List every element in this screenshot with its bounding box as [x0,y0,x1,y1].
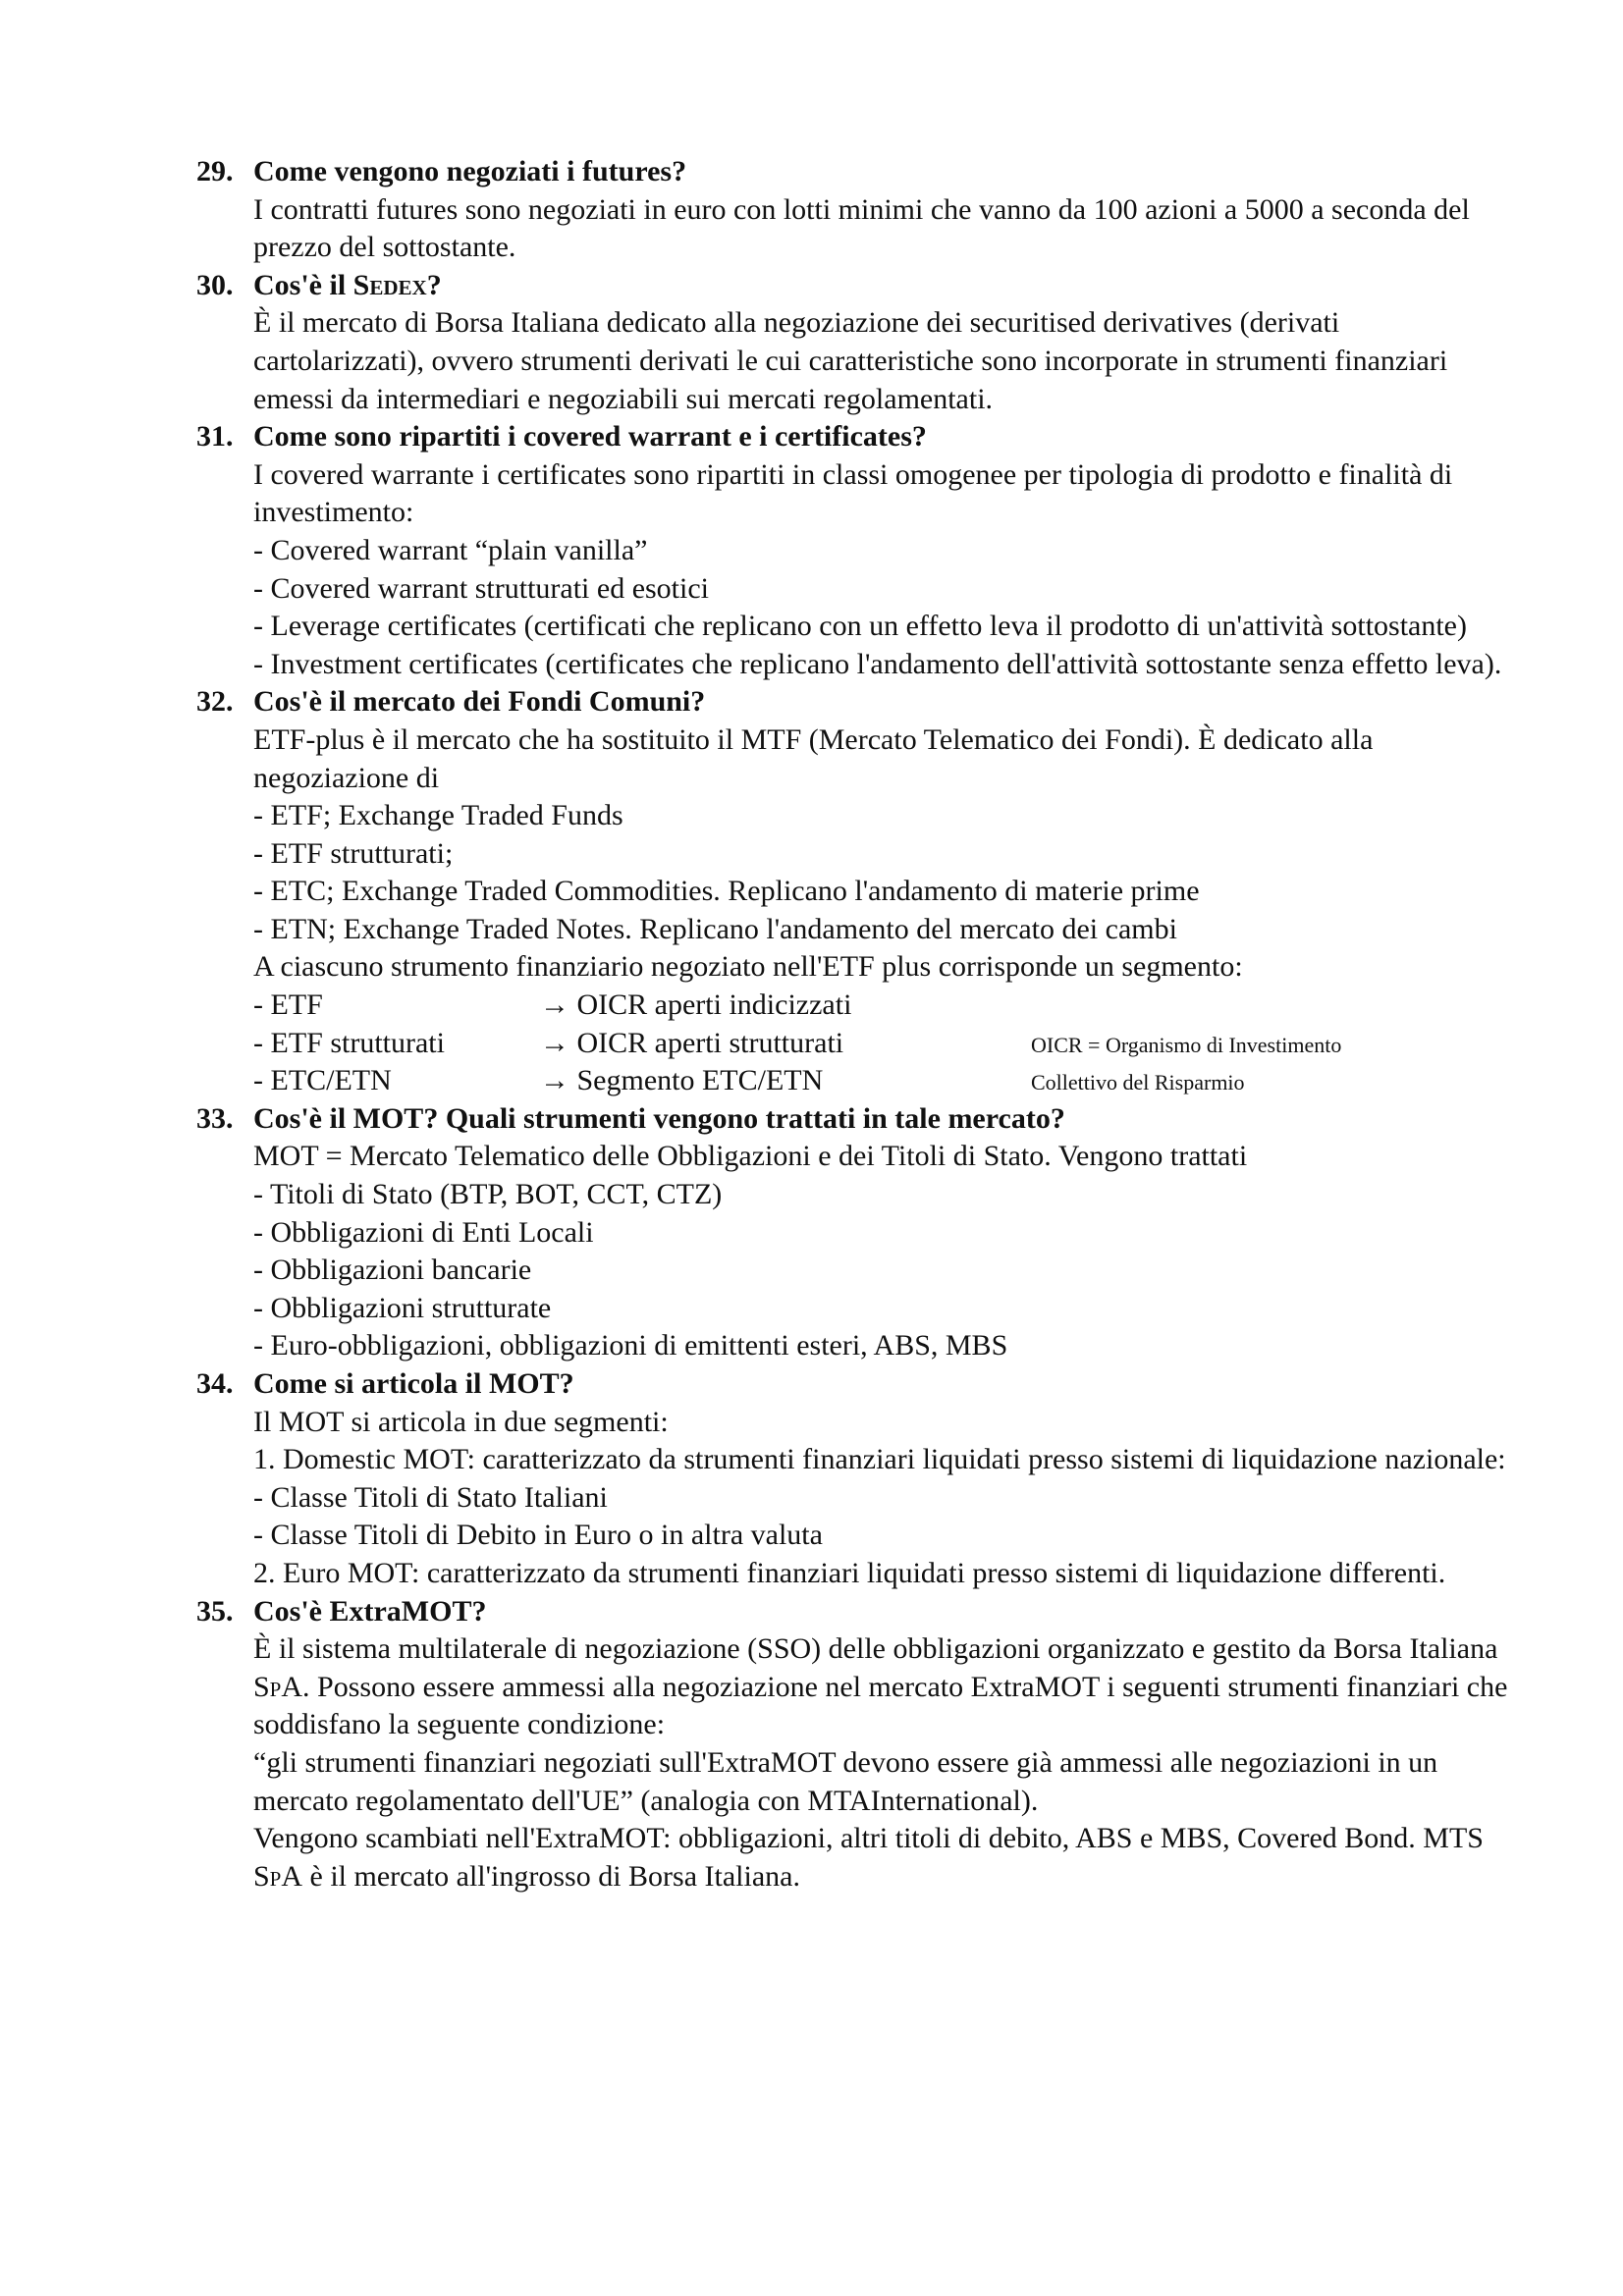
question-number: 29. [196,155,234,187]
document-content [196,153,1512,1896]
answer-paragraph: ETF-plus è il mercato che ha sostituito il MTF (Mercato Telematico dei Fondi). È dedicato alla negoziazione di [253,722,1374,794]
answer-quote: “gli strumenti finanziari negoziati sull'ExtraMOT devono essere già ammessi alle negoziazioni in un mercato regolamentato dell'UE” (analogia con MTAInternational). [253,1745,1438,1817]
answer-body [253,1630,1512,1896]
list-item: - Covered warrant strutturati ed esotici [253,571,710,605]
list-item: - Leverage certificates (certificati che replicano con un effetto leva il prodotto di un'attività sottostante) [253,610,1467,643]
segment-target: → Segmento ETC/ETN [540,1064,824,1097]
answer-body [253,304,1512,418]
segment-note: Collettivo del Risparmio [1031,1070,1245,1095]
answer-body [253,456,1512,684]
segment-note: OICR = Organismo di Investimento [1031,1032,1342,1057]
question-32 [196,683,1512,1100]
list-item: - Covered warrant “plain vanilla” [253,533,648,566]
list-item: - Titoli di Stato (BTP, BOT, CCT, CTZ) [253,1178,723,1211]
paragraph-text-end: . Possono essere ammessi alla negoziazione nel mercato ExtraMOT i seguenti strumenti finanziari che soddisfano la seguente condizione: [253,1670,1508,1741]
answer-body [253,1404,1512,1593]
answer-paragraph: I contratti futures sono negoziati in euro con lotti minimi che vanno da 100 azioni a 5000 a seconda del prezzo del sottostante. [253,192,1470,264]
list-item: - ETN; Exchange Traded Notes. Replicano l'andamento del mercato dei cambi [253,912,1177,945]
question-title: Cos'è il mercato dei Fondi Comuni? [253,685,706,719]
question-35 [196,1593,1512,1896]
answer-paragraph: A ciascuno strumento finanziario negoziato nell'ETF plus corrisponde un segmento: [253,950,1243,984]
list-item: - Euro-obbligazioni, obbligazioni di emittenti esteri, ABS, MBS [253,1329,1008,1362]
question-title: Come vengono negoziati i futures? [253,155,687,187]
question-title: Come si articola il MOT? [253,1367,574,1400]
list-item: - Obbligazioni bancarie [253,1254,532,1287]
list-item: - ETF; Exchange Traded Funds [253,799,623,832]
title-text-end: ? [426,268,442,301]
title-text: Cos'è il [253,268,353,301]
question-30 [196,267,1512,418]
segment-target: → OICR aperti strutturati [540,1026,844,1059]
question-29 [196,153,1512,267]
answer-paragraph: MOT = Mercato Telematico delle Obbligazioni e dei Titoli di Stato. Vengono trattati [253,1140,1248,1173]
list-item: - ETF strutturati; [253,836,454,870]
answer-paragraph: Il MOT si articola in due segmenti: [253,1405,669,1438]
title-smallcaps: Sedex [352,268,427,301]
list-item: - Classe Titoli di Debito in Euro o in altra valuta [253,1519,823,1552]
list-item: - Investment certificates (certificates che replicano l'andamento dell'attività sottostante senza effetto leva). [253,647,1502,680]
question-number: 31. [196,420,234,454]
segment-instrument: - ETF strutturati [253,1026,445,1059]
answer-body [253,721,1512,1100]
question-33 [196,1100,1512,1365]
question-title: Cos'è il MOT? Quali strumenti vengono trattati in tale mercato? [253,1101,1065,1135]
question-number: 35. [196,1594,234,1628]
segment-row [253,1062,1512,1100]
segment-row [253,1025,1512,1063]
paragraph-text: Vengono scambiati nell'ExtraMOT: obbligazioni, altri titoli di debito, ABS e MBS, Covered Bond. MTS [253,1822,1484,1855]
paragraph-text-end: è il mercato all'ingrosso di Borsa Italiana. [302,1859,800,1893]
question-number: 32. [196,685,234,719]
segment-row [253,987,1512,1025]
answer-paragraph: I covered warrante i certificates sono ripartiti in classi omogenee per tipologia di prodotto e finalità di investimento: [253,457,1453,529]
list-item: 2. Euro MOT: caratterizzato da strumenti finanziari liquidati presso sistemi di liquidazione differenti. [253,1556,1446,1589]
list-item: - Obbligazioni di Enti Locali [253,1215,594,1249]
paragraph-text: È il sistema multilaterale di negoziazione (SSO) delle obbligazioni organizzato e gestito da Borsa Italiana [253,1632,1498,1666]
list-item: - Obbligazioni strutturate [253,1291,552,1324]
answer-body [253,191,1512,267]
question-number: 34. [196,1367,234,1400]
company-suffix: SpA [253,1670,303,1703]
segment-target: → OICR aperti indicizzati [540,988,852,1022]
company-suffix: SpA [253,1859,303,1893]
list-item: - Classe Titoli di Stato Italiani [253,1480,608,1514]
answer-body [253,1138,1512,1365]
question-title: Cos'è ExtraMOT? [253,1594,487,1628]
question-number: 33. [196,1101,234,1135]
question-31 [196,418,1512,683]
question-number: 30. [196,268,234,301]
answer-paragraph: È il mercato di Borsa Italiana dedicato alla negoziazione dei securitised derivatives (derivati cartolarizzati), ovvero strumenti derivati le cui caratteristiche sono incorporate in strumenti finanziari emessi da intermediari e negoziabili sui mercati regolamentati. [253,306,1448,415]
question-34 [196,1365,1512,1593]
answer-paragraph [253,1820,1512,1896]
list-item: - ETC; Exchange Traded Commodities. Replicano l'andamento di materie prime [253,875,1200,908]
question-title: Come sono ripartiti i covered warrant e i certificates? [253,420,927,454]
question-title [253,267,1512,305]
segment-instrument: - ETF [253,988,323,1022]
list-item: 1. Domestic MOT: caratterizzato da strumenti finanziari liquidati presso sistemi di liquidazione nazionale: [253,1443,1506,1476]
segment-instrument: - ETC/ETN [253,1064,392,1097]
answer-paragraph [253,1630,1512,1744]
